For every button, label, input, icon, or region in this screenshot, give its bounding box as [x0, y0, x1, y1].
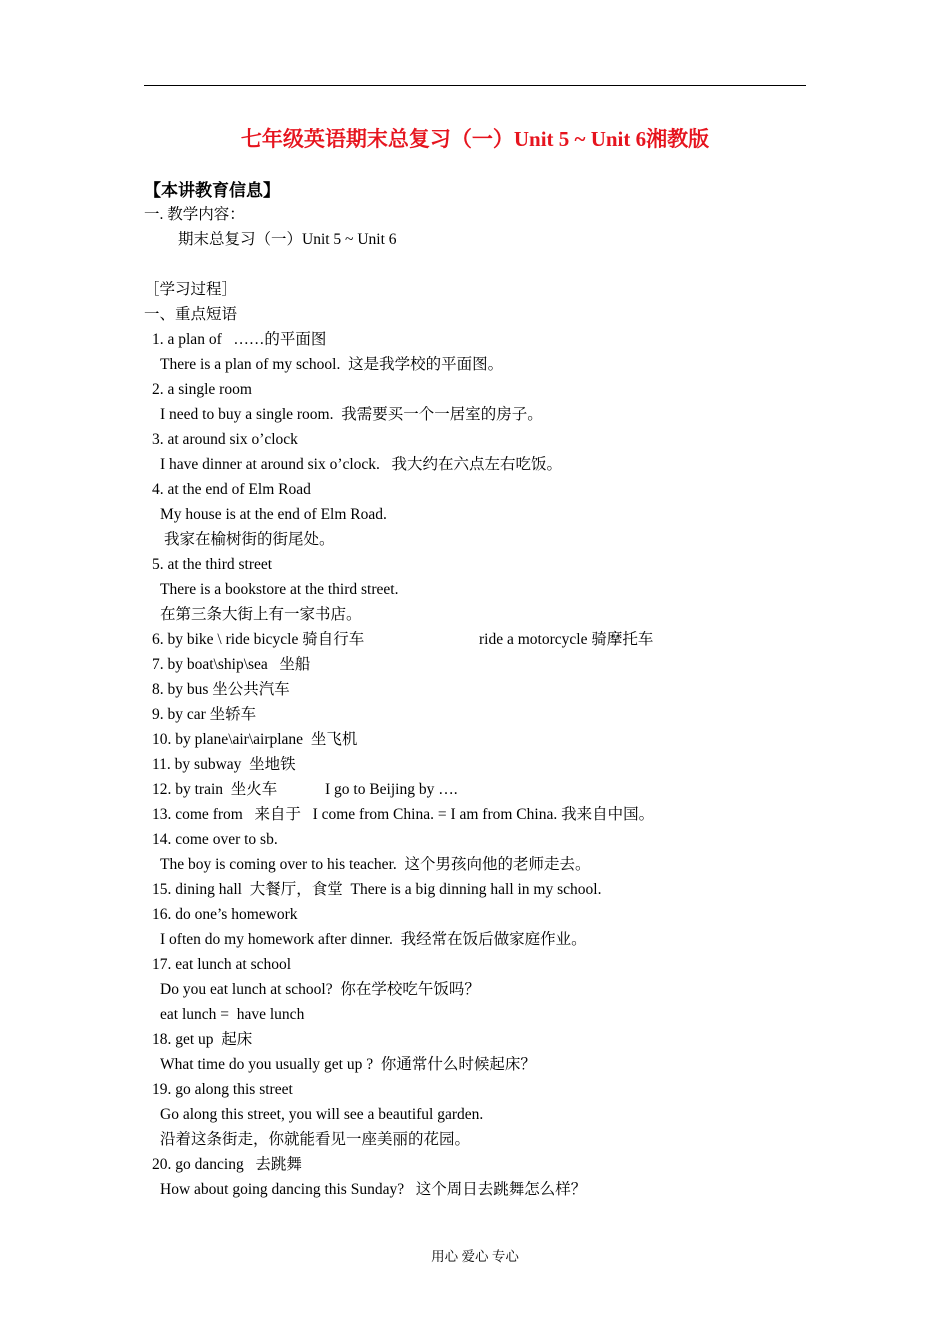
phrase-line: 5. at the third street — [152, 556, 273, 573]
page-title: 七年级英语期末总复习（一）Unit 5 ~ Unit 6湘教版 — [240, 127, 710, 151]
phrase-line: I need to buy a single room. 我需要买一个一居室的房子。 — [160, 406, 543, 423]
phrases-label: 一、重点短语 — [144, 306, 238, 323]
phrase-line: 18. get up 起床 — [152, 1031, 253, 1048]
phrase-line: 10. by plane\air\airplane 坐飞机 — [152, 731, 358, 748]
intro-content: 期末总复习（一）Unit 5 ~ Unit 6 — [178, 231, 397, 248]
phrase-line: 19. go along this street — [152, 1081, 293, 1098]
intro-label: 一. 教学内容： — [144, 206, 245, 223]
phrase-line: Go along this street, you will see a beautiful garden. — [160, 1106, 484, 1123]
phrase-line: 17. eat lunch at school — [152, 956, 292, 973]
phrase-line: 6. by bike \ ride bicycle 骑自行车 — [152, 631, 365, 648]
phrase-line: 我家在榆树街的街尾处。 — [164, 531, 335, 548]
phrase-line: 15. dining hall 大餐厅，食堂 There is a big dinning hall in my school. — [152, 881, 602, 898]
phrase-line: My house is at the end of Elm Road. — [160, 506, 387, 523]
phrase-line: 1. a plan of ……的平面图 — [152, 331, 327, 348]
phrase-line: I have dinner at around six o’clock. 我大约在六点左右吃饭。 — [160, 456, 563, 473]
phrase-line: There is a plan of my school. 这是我学校的平面图。 — [160, 356, 504, 373]
phrase-line: The boy is coming over to his teacher. 这个男孩向他的老师走去。 — [160, 856, 591, 873]
phrase-line: 8. by bus 坐公共汽车 — [152, 681, 290, 698]
phrase-line: I go to Beijing by …. — [325, 781, 458, 798]
phrase-line: 沿着这条街走，你就能看见一座美丽的花园。 — [160, 1131, 471, 1148]
phrase-line: ride a motorcycle 骑摩托车 — [479, 631, 654, 648]
phrase-line: 20. go dancing 去跳舞 — [152, 1156, 302, 1173]
phrase-line: 13. come from 来自于 I come from China. = I am from China. 我来自中国。 — [152, 806, 655, 823]
phrase-line: eat lunch = have lunch — [160, 1006, 305, 1023]
phrase-line: What time do you usually get up ? 你通常什么时候起床？ — [160, 1056, 536, 1073]
phrase-line: 16. do one’s homework — [152, 906, 298, 923]
header-rule — [144, 85, 806, 86]
page-footer: 用心 爱心 专心 — [431, 1249, 519, 1264]
phrase-line: I often do my homework after dinner. 我经常在饭后做家庭作业。 — [160, 931, 587, 948]
phrase-line: 11. by subway 坐地铁 — [152, 756, 296, 773]
process-label: ［学习过程］ — [144, 281, 238, 298]
phrase-line: How about going dancing this Sunday? 这个周日去跳舞怎么样？ — [160, 1181, 587, 1198]
phrase-line: 14. come over to sb. — [152, 831, 278, 848]
section-heading: 【本讲教育信息】 — [144, 181, 280, 200]
phrase-line: 9. by car 坐轿车 — [152, 706, 257, 723]
phrase-line: 12. by train 坐火车 — [152, 781, 278, 798]
phrase-line: 7. by boat\ship\sea 坐船 — [152, 656, 311, 673]
phrase-line: 2. a single room — [152, 381, 252, 398]
phrase-line: There is a bookstore at the third street. — [160, 581, 399, 598]
phrase-line: Do you eat lunch at school? 你在学校吃午饭吗？ — [160, 981, 480, 998]
phrase-line: 在第三条大街上有一家书店。 — [160, 606, 362, 623]
phrase-line: 3. at around six o’clock — [152, 431, 298, 448]
phrase-line: 4. at the end of Elm Road — [152, 481, 311, 498]
